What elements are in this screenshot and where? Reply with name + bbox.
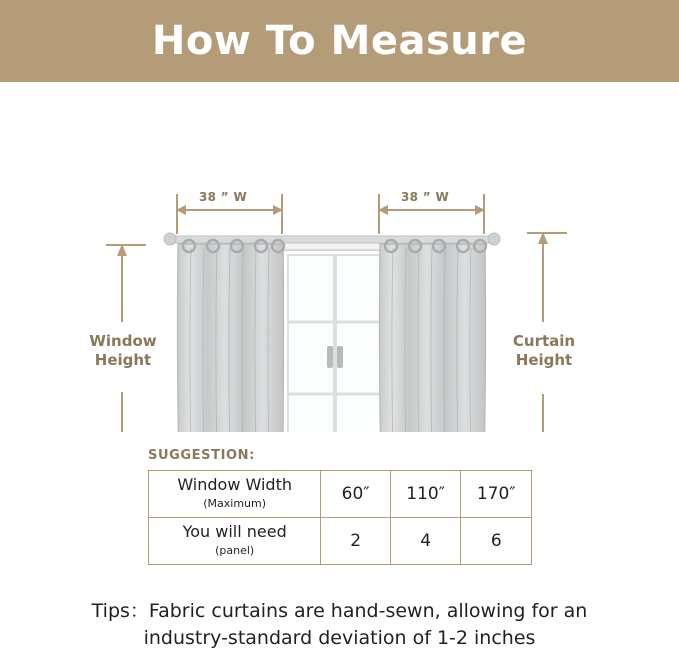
header-banner — [0, 0, 679, 82]
table-row — [149, 471, 532, 518]
curtain-panel-left — [178, 240, 285, 432]
curtain-height-label-line2: Height — [515, 351, 573, 369]
cell-width-3: 170″ — [461, 471, 532, 518]
window-height-label-line2: Height — [94, 351, 152, 369]
window-height-label-line1: Window — [89, 332, 157, 350]
tips-line1: Fabric curtains are hand-sewn, allowing for an — [148, 600, 588, 622]
window-height-label — [68, 332, 178, 370]
measure-diagram — [0, 82, 679, 432]
width-label-right: 38 ” W — [401, 190, 449, 204]
tips-prefix: Tips： — [91, 600, 149, 622]
width-label-left: 38 ” W — [199, 190, 247, 204]
curtain-panel-right — [380, 240, 487, 432]
curtain-height-label-line1: Curtain — [512, 332, 576, 350]
row-header-window-width-text: Window Width — [177, 474, 292, 494]
curtain-height-label — [489, 332, 599, 370]
cell-panels-2: 4 — [390, 518, 461, 565]
cell-panels-3: 6 — [461, 518, 532, 565]
row-header-window-width — [149, 471, 321, 518]
table-row — [149, 518, 532, 565]
tips-line2: industry-standard deviation of 1-2 inches — [143, 627, 536, 649]
diagram-svg — [0, 82, 679, 432]
suggestion-label: SUGGESTION: — [148, 448, 255, 463]
row-header-panels-needed — [149, 518, 321, 565]
row-header-window-width-sub: (Maximum) — [203, 496, 267, 510]
page-title: How To Measure — [151, 18, 528, 64]
row-header-panels-needed-text: You will need — [182, 521, 287, 541]
cell-panels-1: 2 — [321, 518, 391, 565]
row-header-panels-needed-sub: (panel) — [215, 543, 255, 557]
suggestion-table — [148, 470, 532, 565]
tips-text — [0, 598, 679, 652]
cell-width-2: 110″ — [390, 471, 461, 518]
cell-width-1: 60″ — [321, 471, 391, 518]
